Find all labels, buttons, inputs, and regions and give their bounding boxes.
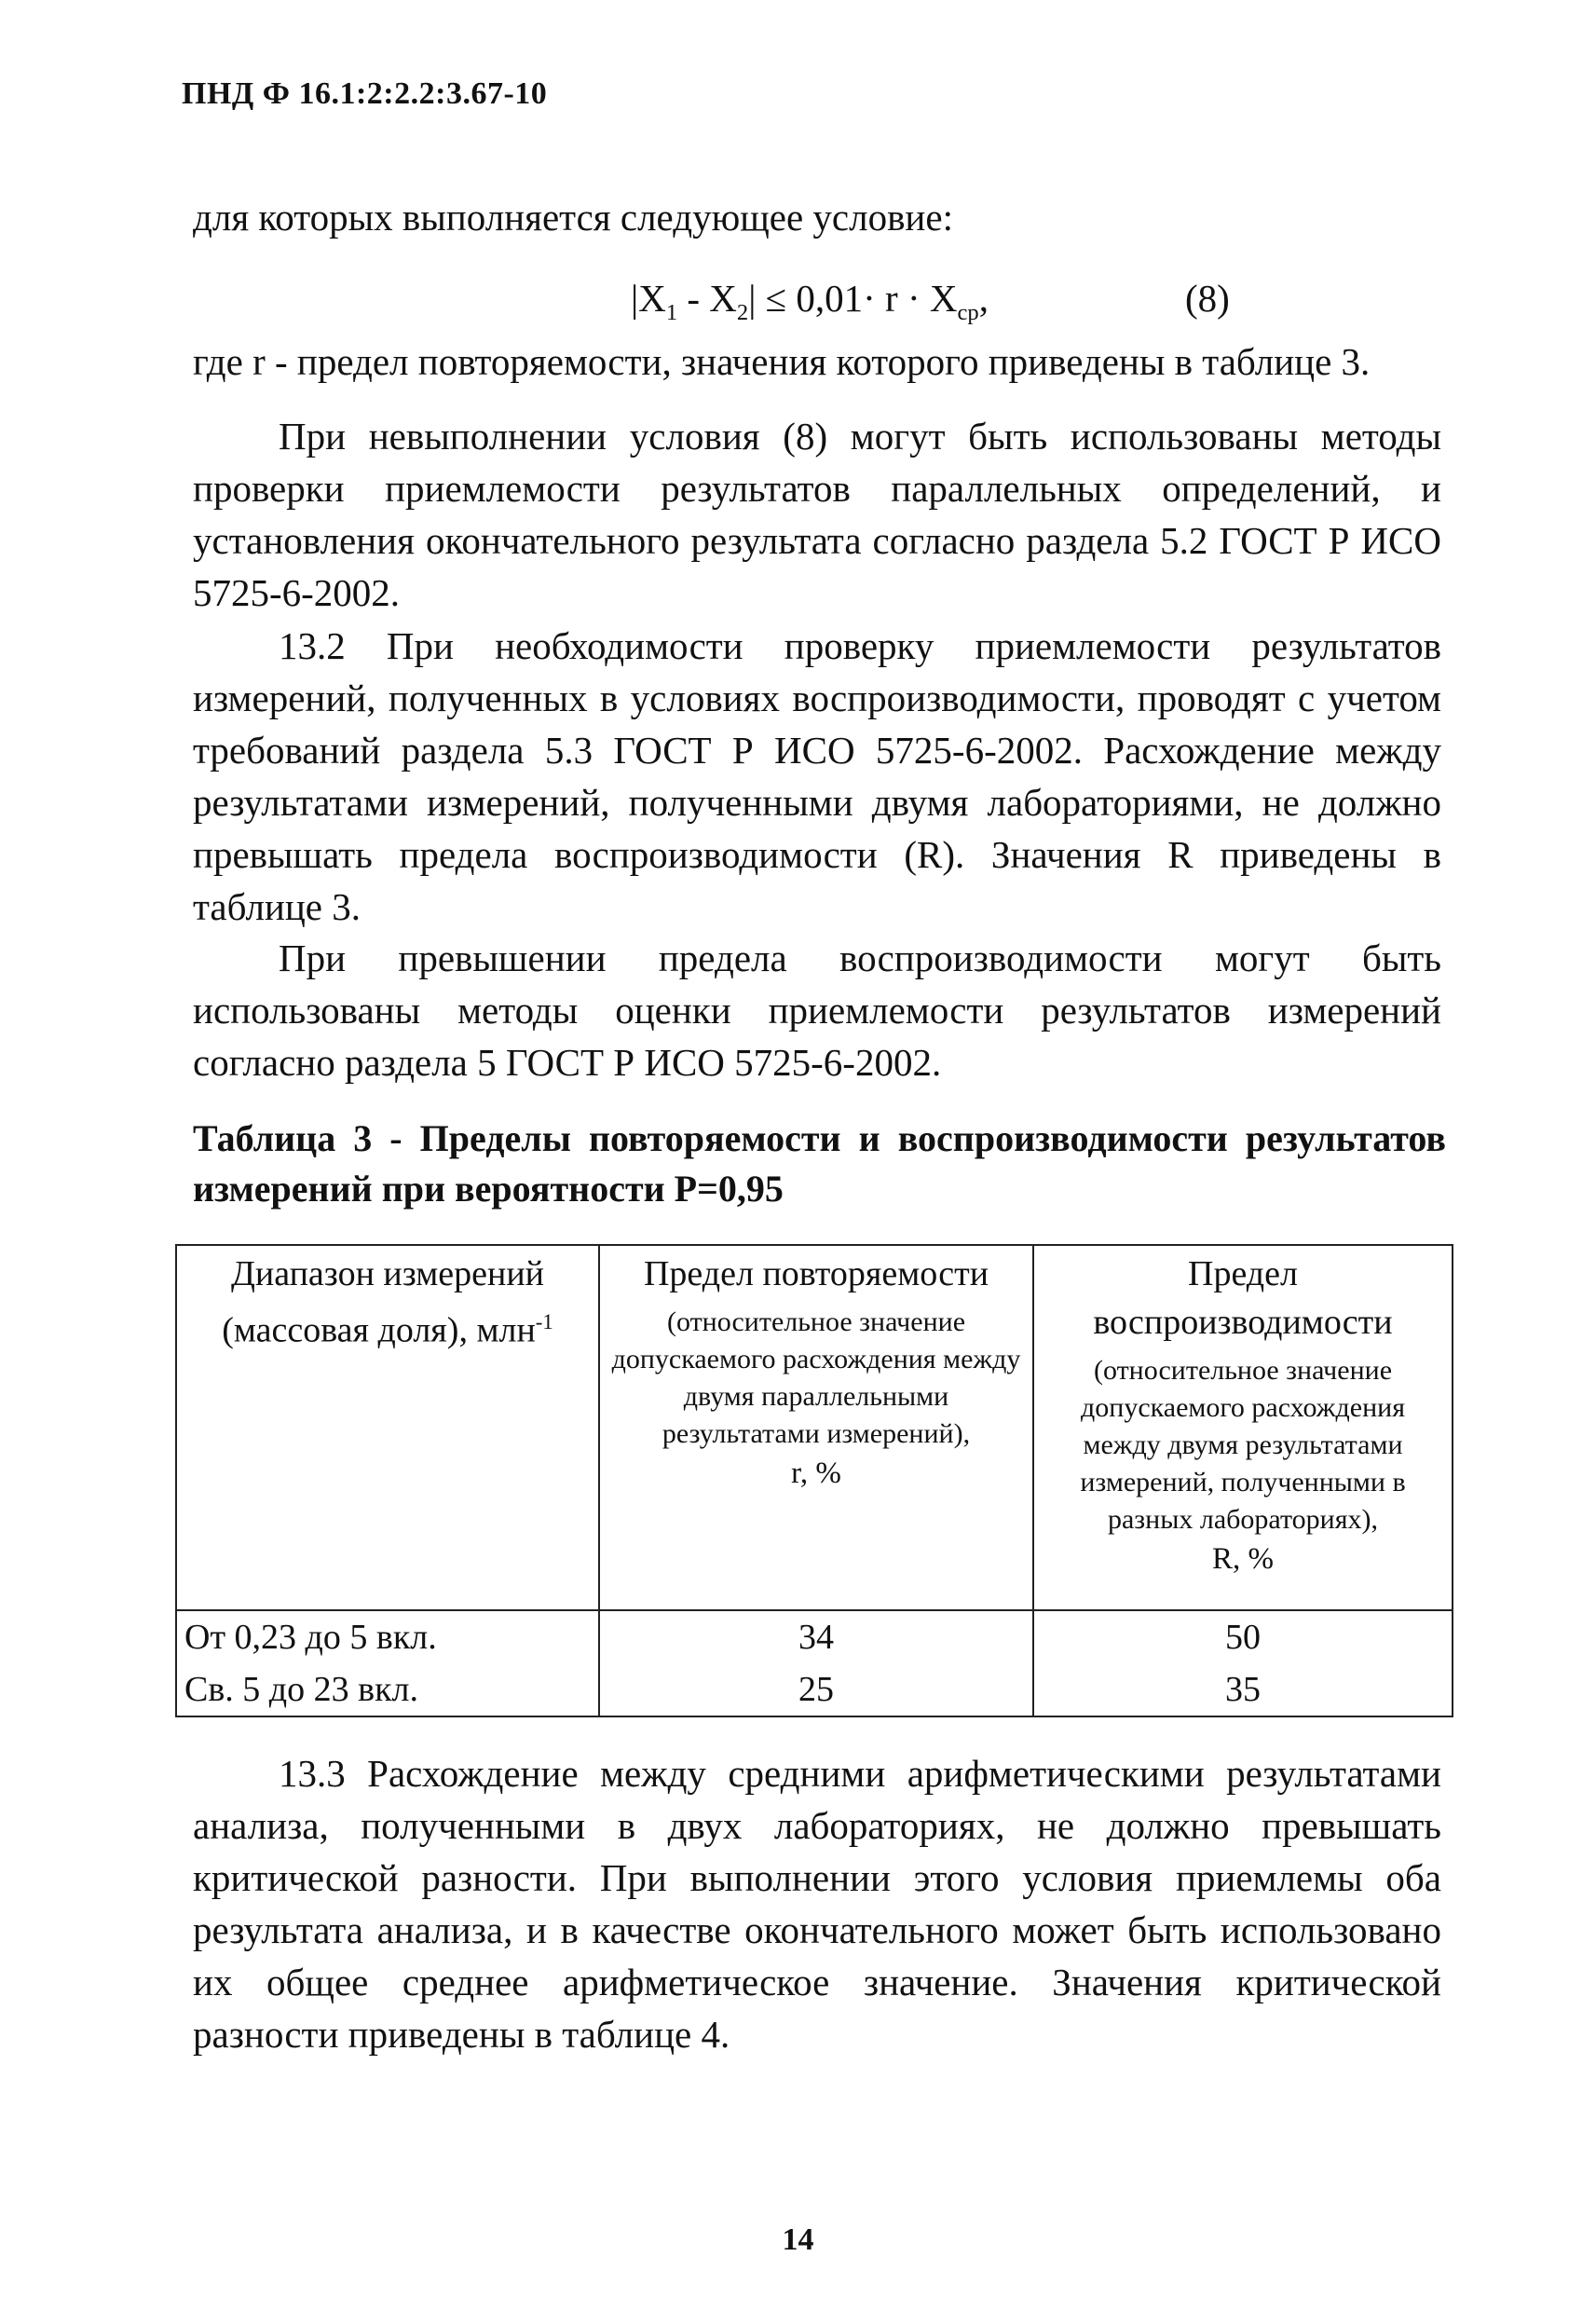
header-repeatability-limit: Предел повторяемости (относительное значение допускаемого расхождения между двумя параллельными результатами измерений), r, % <box>599 1245 1033 1610</box>
cell-range: От 0,23 до 5 вкл. <box>176 1610 599 1663</box>
cell-reproducibility: 50 <box>1033 1610 1453 1663</box>
table-row <box>176 1663 1453 1716</box>
paragraph-13-3: 13.3 Расхождение между средними арифметическими результатами анализа, полученными в двух лабораториях, не должно превышать критической разности. При выполнении этого условия приемлемы оба результата анализа, и в качестве окончательного может быть использовано их общее среднее арифметическое значение. Значения критической разности приведены в таблице 4. <box>193 1752 1441 2056</box>
header-reproducibility-limit: Предел воспроизводимости (относительное значение допускаемого расхождения между двумя результатами измерений, полученными в разных лабораториях), R, % <box>1033 1245 1453 1610</box>
formula-expression: $|X_1 - X_2| \le 0,01\cdot r \cdot X_{ср}$, <box>631 277 989 326</box>
table-row <box>176 1610 1453 1663</box>
paragraph-acceptability-check: При невыполнении условия (8) могут быть использованы методы проверки приемлемости результатов параллельных определений, и установления окончательного результата согласно раздела 5.2 ГОСТ Р ИСО 5725-6-2002. <box>193 415 1441 614</box>
intro-line: для которых выполняется следующее условие: <box>193 196 953 239</box>
table-3 <box>175 1244 1453 1717</box>
document-code-header: ПНД Ф 16.1:2:2.2:3.67-10 <box>182 76 548 111</box>
cell-range: Св. 5 до 23 вкл. <box>176 1663 599 1716</box>
paragraph-13-2: 13.2 При необходимости проверку приемлемости результатов измерений, полученных в условиях воспроизводимости, проводят с учетом требований раздела 5.3 ГОСТ Р ИСО 5725-6-2002. Расхождение между результатами измерений, полученными двумя лабораториями, не должно превышать предела воспроизводимости (R). Значения R приведены в таблице 3. <box>193 624 1441 928</box>
paragraph-reproducibility-exceeded: При превышении предела воспроизводимости могут быть использованы методы оценки приемлемости результатов измерений согласно раздела 5 ГОСТ Р ИСО 5725-6-2002. <box>193 937 1441 1084</box>
page-number: 14 <box>782 2222 814 2257</box>
header-measurement-range: Диапазон измерений (массовая доля), млн$^{-1}$ <box>176 1245 599 1610</box>
cell-repeatability: 34 <box>599 1610 1033 1663</box>
table-header-row <box>176 1245 1453 1610</box>
cell-repeatability: 25 <box>599 1663 1033 1716</box>
cell-reproducibility: 35 <box>1033 1663 1453 1716</box>
table-3-caption: Таблица 3 - Пределы повторяемости и воспроизводимости результатов измерений при вероятности P=0,95 <box>193 1117 1446 1210</box>
formula-number: (8) <box>1185 277 1230 320</box>
formula-where-line: где r - предел повторяемости, значения которого приведены в таблице 3. <box>193 340 1371 383</box>
